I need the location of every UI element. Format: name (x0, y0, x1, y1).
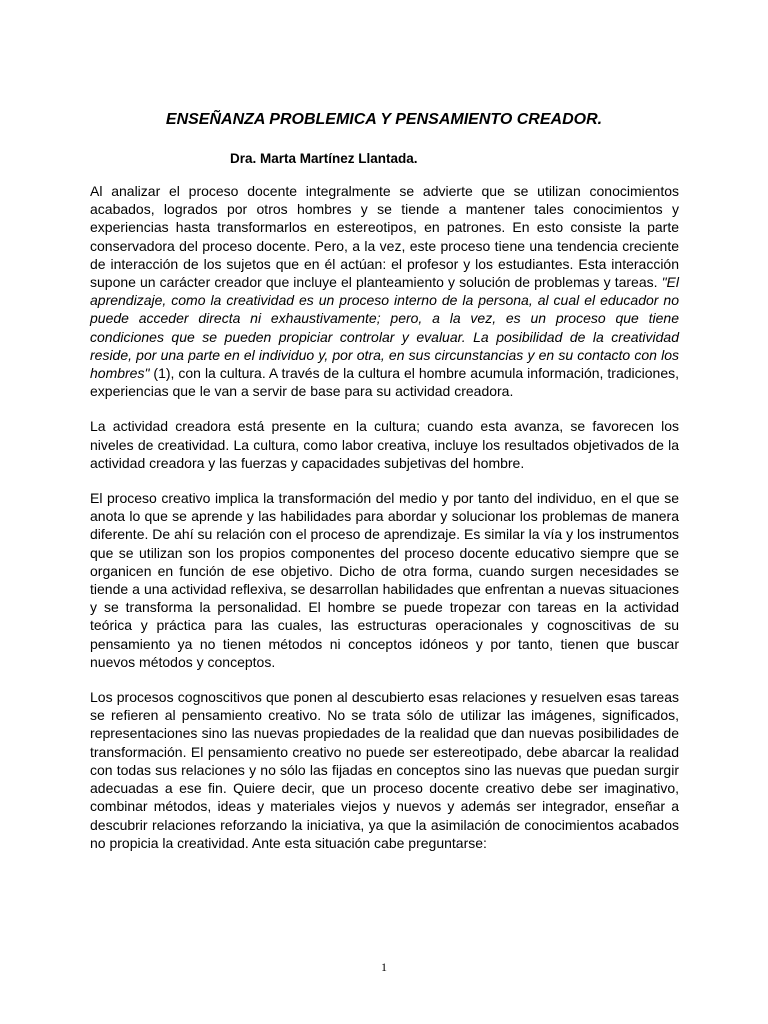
paragraph-2: La actividad creadora está presente en la cultura; cuando esta avanza, se favorecen los niveles de creatividad. La cultura, como labor creativa, incluye los resultados objetivados de la actividad creadora y las fuerzas y capacidades subjetivas del hombre. (90, 418, 679, 471)
paragraph-3: El proceso creativo implica la transformación del medio y por tanto del individuo, en el que se anota lo que se aprende y las habilidades para abordar y solucionar los problemas de manera diferente. De ahí su relación con el proceso de aprendizaje. Es similar la vía y los instrumentos que se utilizan son los propios componentes del proceso docente educativo siempre que se organicen en función de ese objetivo. Dicho de otra forma, cuando surgen necesidades se tiende a una actividad reflexiva, se desarrollan habilidades que enfrentan a nuevas situaciones y se transforma la personalidad. El hombre se puede tropezar con tareas en la actividad teórica y práctica para las cuales, las estructuras operacionales y cognoscitivas de su pensamiento ya no tienen métodos ni conceptos idóneos y por tanto, tienen que buscar nuevos métodos y conceptos. (90, 490, 679, 670)
paragraph-1-quote: "El aprendizaje, como la creatividad es un proceso interno de la persona, al cual el educador no puede acceder directa ni exhaustivamente; pero, a la vez, es un proceso que tiene condiciones que se pueden propiciar controlar y evaluar. La posibilidad de la creatividad reside, por una parte en el individuo y, por otra, en sus circunstancias y en su contacto con los hombres" (90, 274, 679, 382)
document-author: Dra. Marta Martínez Llantada. (230, 151, 418, 166)
page-number: 1 (381, 960, 387, 974)
document-title: ENSEÑANZA PROBLEMICA Y PENSAMIENTO CREADOR. (165, 111, 603, 128)
document-body (90, 182, 679, 869)
paragraph-1-outro: (1), con la cultura. A través de la cultura el hombre acumula información, tradiciones, experiencias que le van a servir de base para su actividad creadora. (90, 365, 679, 400)
paragraph-4: Los procesos cognoscitivos que ponen al descubierto esas relaciones y resuelven esas tareas se refieren al pensamiento creativo. No se trata sólo de utilizar las imágenes, significados, representaciones sino las nuevas propiedades de la realidad que dan nuevas posibilidades de transformación. El pensamiento creativo no puede ser estereotipado, debe abarcar la realidad con todas sus relaciones y no sólo las fijadas en conceptos sino las nuevas que puedan surgir adecuadas a ese fin. Quiere decir, que un proceso docente creativo debe ser imaginativo, combinar métodos, ideas y materiales viejos y nuevos y además ser integrador, enseñar a descubrir relaciones reforzando la iniciativa, ya que la asimilación de conocimientos acabados no propicia la creatividad. Ante esta situación cabe preguntarse: (90, 689, 679, 851)
paragraph-1 (90, 182, 679, 400)
paragraph-1-intro: Al analizar el proceso docente integralmente se advierte que se utilizan conocimientos acabados, logrados por otros hombres y se tiende a mantener tales conocimientos y experiencias hasta transformarlos en estereotipos, en patrones. En esto consiste la parte conservadora del proceso docente. Pero, a la vez, este proceso tiene una tendencia creciente de interacción de los sujetos que en él actúan: el profesor y los estudiantes. Esta interacción supone un carácter creador que incluye el planteamiento y solución de problemas y tareas. (90, 183, 679, 291)
